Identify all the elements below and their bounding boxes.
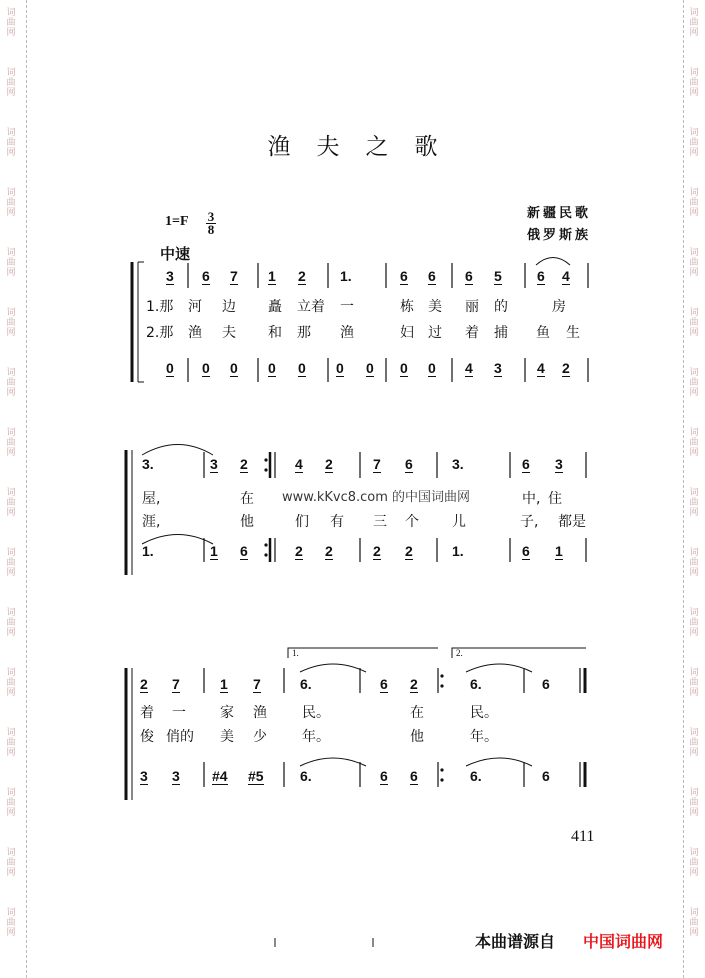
origin-line-1: 新疆民歌 [527,206,592,221]
harmony-note: #4 [212,768,228,784]
lyric-verse-2: 捕 [494,325,508,341]
melody-note: 6 [405,456,413,472]
side-watermark-text: 词 曲 网 [689,788,699,818]
side-watermark-text: 词 曲 网 [689,488,699,518]
harmony-note: 1. [142,543,154,559]
harmony-note: 4 [537,360,545,376]
harmony-note: 2 [295,543,303,559]
lyric-verse-2: 2.那 [146,325,174,341]
harmony-note: 0 [202,360,210,376]
lyric-verse-2: 他 [240,514,254,530]
side-watermark-text: 词 曲 网 [6,428,16,458]
melody-note: 6 [465,268,473,284]
harmony-note: 6 [380,768,388,784]
harmony-note: 4 [465,360,473,376]
side-watermark-text: 词 曲 网 [689,608,699,638]
side-watermark-text: 词 曲 网 [689,8,699,38]
lyric-verse-2: 少 [253,729,267,745]
melody-note: 7 [230,268,238,284]
lyric-verse-1: 渔 [253,705,267,721]
side-watermark-text: 词 曲 网 [689,848,699,878]
lyric-verse-1: 1.那 [146,299,174,315]
side-watermark-text: 词 曲 网 [689,728,699,758]
harmony-note: #5 [248,768,264,784]
harmony-note: 2 [405,543,413,559]
side-watermark-text: 词 曲 网 [6,548,16,578]
lyric-verse-2: 个 [405,514,419,530]
harmony-note: 1. [452,543,464,559]
lyric-verse-1: 立着 [297,299,325,315]
lyric-verse-1: 在 [410,705,424,721]
lyric-verse-2: 生 [566,325,580,341]
harmony-note: 2 [562,360,570,376]
lyric-verse-2: 俏的 [166,729,194,745]
lyric-verse-1: 美 [428,299,442,315]
volta-first-ending: 1. [292,648,299,658]
harmony-note: 6 [410,768,418,784]
harmony-note: 6 [522,543,530,559]
melody-note: 6 [542,676,550,692]
melody-note: 2 [298,268,306,284]
side-watermark-text: 词 曲 网 [6,248,16,278]
side-watermark-text: 词 曲 网 [6,608,16,638]
side-watermark-text: 词 曲 网 [6,188,16,218]
lyric-verse-2: 涯, [142,514,161,530]
harmony-note: 0 [268,360,276,376]
side-watermark-text: 词 曲 网 [689,668,699,698]
lyric-verse-1: 在 [240,491,254,507]
center-watermark: www.kKvc8.com 的中国词曲网 [282,490,471,505]
harmony-note: 3 [140,768,148,784]
melody-note: 4 [562,268,570,284]
melody-note: 7 [172,676,180,692]
melody-note: 1 [220,676,228,692]
melody-note: 3. [142,456,154,472]
harmony-note: 6 [240,543,248,559]
melody-note: 3 [210,456,218,472]
lyric-verse-1: 一 [340,299,354,315]
melody-note: 4 [295,456,303,472]
melody-note: 2 [240,456,248,472]
side-watermark-text: 词 曲 网 [6,848,16,878]
lyric-verse-1: 房 [552,299,566,315]
key-signature: 1=F [165,214,189,229]
lyric-verse-2: 们 [295,514,309,530]
lyric-verse-2: 渔 [340,325,354,341]
lyric-verse-2: 夫 [222,325,236,341]
lyric-verse-1: 着 [140,705,154,721]
footer-source-brand: 中国词曲网 [583,932,664,951]
melody-note: 6. [300,676,312,692]
side-watermark-text: 词 曲 网 [6,308,16,338]
harmony-note: 2 [373,543,381,559]
side-watermark-text: 词 曲 网 [6,788,16,818]
melody-note: 6 [522,456,530,472]
harmony-note: 0 [366,360,374,376]
melody-note: 1 [268,268,276,284]
harmony-note: 0 [298,360,306,376]
side-watermark-text: 词 曲 网 [6,68,16,98]
lyric-verse-2: 三 [373,514,387,530]
lyric-verse-1: 丽 [465,299,479,315]
side-watermark-text: 词 曲 网 [6,728,16,758]
harmony-note: 3 [172,768,180,784]
lyric-verse-2: 俊 [140,729,154,745]
lyric-verse-2: 有 [330,514,344,530]
lyric-verse-1: 一 [172,705,186,721]
side-watermark-text: 词 曲 网 [6,368,16,398]
side-watermark-text: 词 曲 网 [689,308,699,338]
side-watermark-text: 词 曲 网 [689,248,699,278]
melody-note: 5 [494,268,502,284]
time-sig-numerator: 3 [207,209,215,224]
side-watermark-text: 词 曲 网 [6,668,16,698]
tempo-marking: 中速 [160,245,191,263]
lyric-verse-2: 渔 [188,325,202,341]
lyric-verse-2: 过 [428,325,442,341]
harmony-note: 3 [494,360,502,376]
melody-note: 6. [470,676,482,692]
melody-note: 3 [166,268,174,284]
lyric-verse-2: 和 [268,325,282,341]
harmony-note: 0 [428,360,436,376]
side-watermark-text: 词 曲 网 [689,368,699,398]
melody-note: 6 [400,268,408,284]
lyric-verse-2: 那 [297,325,311,341]
lyric-verse-1: 边 [222,299,236,315]
melody-note: 6 [202,268,210,284]
lyric-verse-2: 都是 [558,514,586,530]
lyric-verse-2: 妇 [400,325,414,341]
side-watermark-text: 词 曲 网 [6,8,16,38]
lyric-verse-1: 民。 [470,705,498,721]
song-title: 渔夫之歌 [267,134,464,160]
lyric-verse-2: 着 [465,325,479,341]
melody-note: 7 [253,676,261,692]
melody-note: 2 [410,676,418,692]
page-number: 411 [571,828,595,845]
time-sig-denominator: 8 [207,222,215,237]
harmony-note: 0 [336,360,344,376]
harmony-note: 6 [542,768,550,784]
volta-second-ending: 2. [456,648,463,658]
lyric-verse-1: 家 [220,705,234,721]
lyric-verse-1: 河 [188,299,202,315]
lyric-verse-2: 美 [220,729,234,745]
lyric-verse-2: 他 [410,729,424,745]
melody-note: 2 [325,456,333,472]
harmony-note: 6. [470,768,482,784]
melody-note: 3. [452,456,464,472]
lyric-verse-2: 儿 [452,514,466,530]
melody-note: 7 [373,456,381,472]
side-watermark-text: 词 曲 网 [6,908,16,938]
lyric-verse-2: 年。 [470,729,498,745]
harmony-note: 1 [210,543,218,559]
side-watermark-text: 词 曲 网 [6,488,16,518]
origin-line-2: 俄罗斯族 [527,228,592,243]
lyric-verse-1: 住 [548,491,562,507]
melody-note: 6 [428,268,436,284]
side-watermark-text: 词 曲 网 [689,428,699,458]
side-watermark-text: 词 曲 网 [689,548,699,578]
melody-note: 3 [555,456,563,472]
side-watermark-text: 词 曲 网 [689,68,699,98]
harmony-note: 0 [166,360,174,376]
lyric-verse-2: 子, [520,514,539,530]
lyric-verse-1: 的 [494,299,508,315]
harmony-note: 1 [555,543,563,559]
harmony-note: 2 [325,543,333,559]
lyric-verse-1: 屋, [142,491,161,507]
harmony-note: 0 [230,360,238,376]
side-watermark-text: 词 曲 网 [6,128,16,158]
melody-note: 6 [380,676,388,692]
side-watermark-text: 词 曲 网 [689,188,699,218]
footer-source-label: 本曲谱源自 [475,932,556,951]
lyric-verse-1: 栋 [400,299,414,315]
lyric-verse-1: 矗 [268,299,282,315]
lyric-verse-2: 鱼 [536,325,550,341]
melody-note: 2 [140,676,148,692]
side-watermark-text: 词 曲 网 [689,908,699,938]
harmony-note: 6. [300,768,312,784]
lyric-verse-1: 民。 [302,705,330,721]
lyric-verse-1: 中, [522,491,541,507]
lyric-verse-2: 年。 [302,729,330,745]
melody-note: 1. [340,268,352,284]
melody-note: 6 [537,268,545,284]
side-watermark-text: 词 曲 网 [689,128,699,158]
harmony-note: 0 [400,360,408,376]
